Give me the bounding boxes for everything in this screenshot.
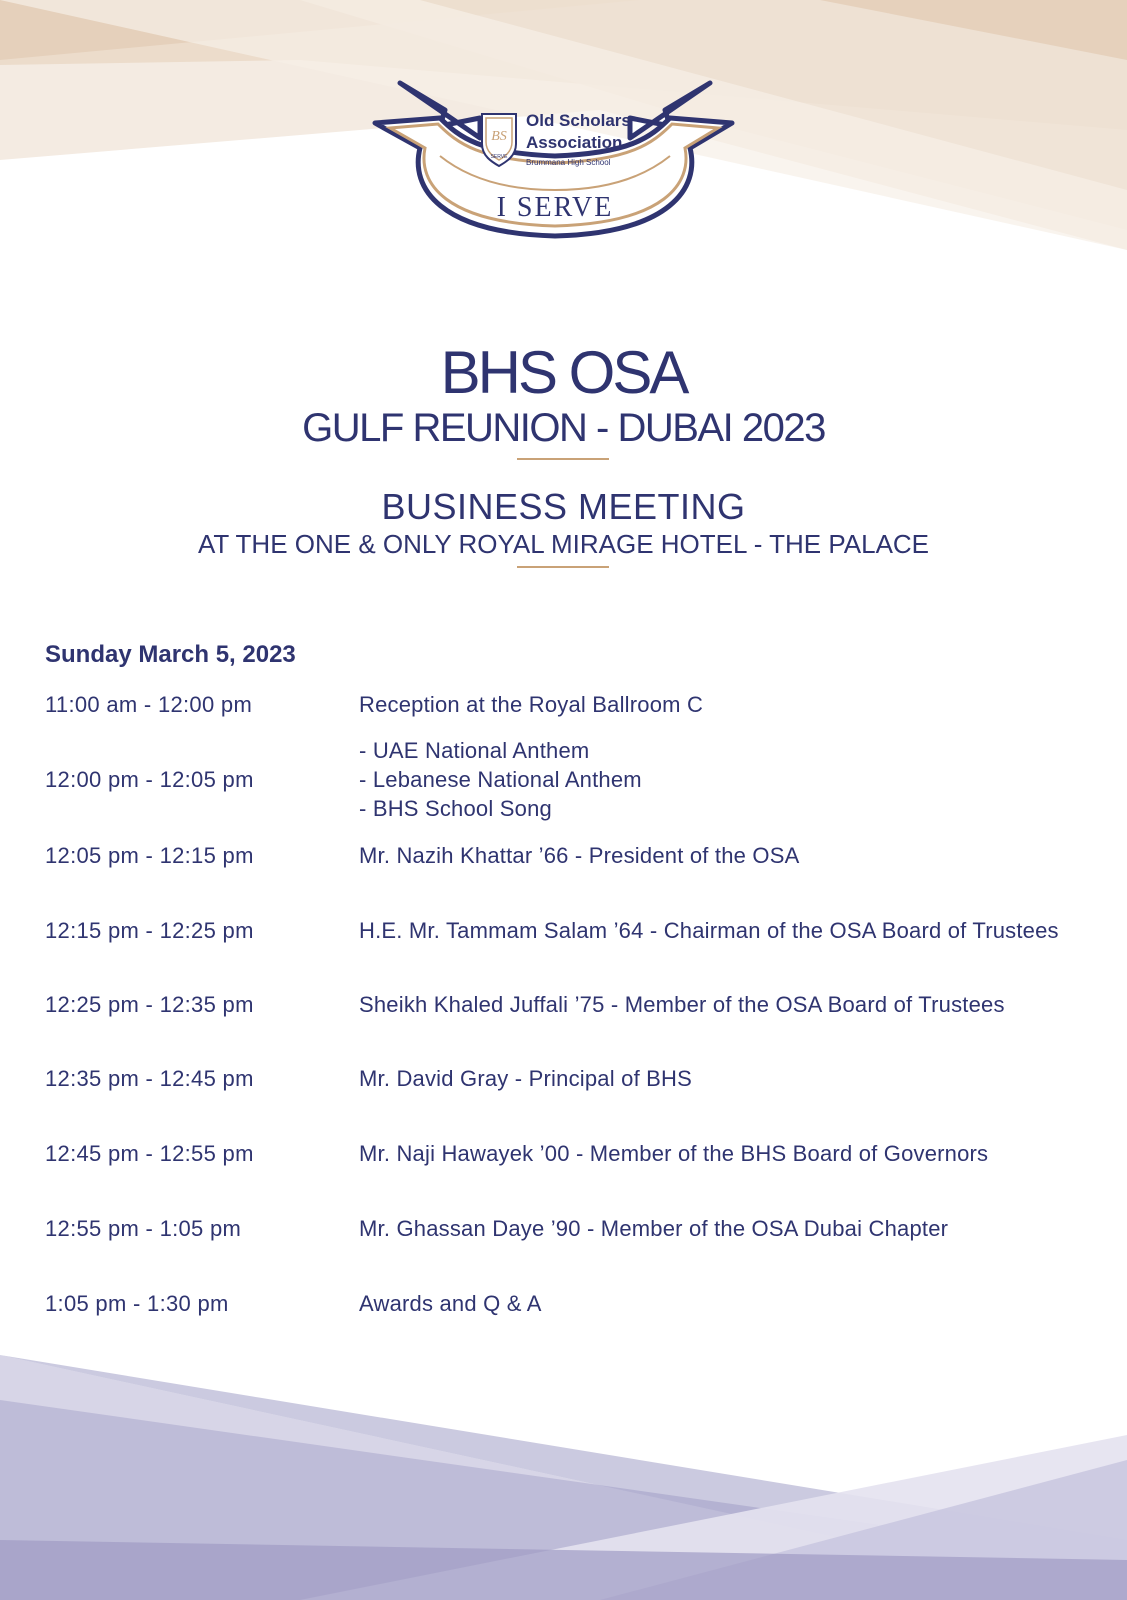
schedule-description [359, 1214, 1119, 1243]
page-subtitle: GULF REUNION - DUBAI 2023 [302, 406, 825, 450]
osa-logo [370, 78, 740, 248]
svg-text:SERVE: SERVE [490, 154, 508, 160]
schedule-description-line: Mr. Nazih Khattar ’66 - President of the OSA [359, 843, 800, 868]
divider-top [517, 458, 609, 460]
schedule-time: 12:55 pm - 1:05 pm [45, 1216, 242, 1241]
schedule-description-line: Mr. Naji Hawayek ’00 - Member of the BHS Board of Governors [359, 1141, 989, 1166]
schedule-description-line: Mr. Ghassan Daye ’90 - Member of the OSA Dubai Chapter [359, 1216, 949, 1241]
logo-banner-text: I SERVE [496, 192, 614, 223]
schedule-time: 12:15 pm - 12:25 pm [45, 918, 254, 943]
divider-bottom [517, 566, 609, 568]
schedule-description-line: Reception at the Royal Ballroom C [359, 692, 704, 717]
schedule-row [45, 736, 1105, 826]
schedule-description [359, 690, 1119, 719]
schedule-row [45, 1289, 1105, 1379]
schedule-time: 12:00 pm - 12:05 pm [45, 767, 254, 792]
schedule-date: Sunday March 5, 2023 [45, 641, 296, 668]
schedule-description-line: - BHS School Song [359, 796, 552, 821]
schedule-description-line: Sheikh Khaled Juffali ’75 - Member of the OSA Board of Trustees [359, 992, 1005, 1017]
meeting-venue: AT THE ONE & ONLY ROYAL MIRAGE HOTEL - THE PALACE [197, 529, 930, 559]
schedule-description [359, 841, 1119, 870]
schedule-description-line: Awards and Q & A [359, 1291, 542, 1316]
schedule-time: 12:45 pm - 12:55 pm [45, 1141, 254, 1166]
logo-line1: Old Scholars [526, 111, 631, 130]
schedule-time: 12:25 pm - 12:35 pm [45, 992, 254, 1017]
schedule-description [359, 990, 1119, 1019]
schedule-description-line: Mr. David Gray - Principal of BHS [359, 1066, 693, 1091]
schedule-description [359, 916, 1119, 945]
schedule-description [359, 1139, 1119, 1168]
shield-letters: BS [491, 129, 507, 144]
schedule-time: 11:00 am - 12:00 pm [45, 692, 253, 717]
page-title: BHS OSA [440, 339, 687, 406]
schedule-description-line: - Lebanese National Anthem [359, 767, 642, 792]
logo-line3: Brummana High School [526, 158, 611, 167]
logo-line2: Association [526, 133, 623, 152]
schedule-description-line: H.E. Mr. Tammam Salam ’64 - Chairman of the OSA Board of Trustees [359, 918, 1059, 943]
schedule-time: 1:05 pm - 1:30 pm [45, 1291, 229, 1316]
schedule-time: 12:05 pm - 12:15 pm [45, 843, 254, 868]
schedule-description [359, 736, 1119, 823]
meeting-title: BUSINESS MEETING [381, 486, 746, 527]
schedule-description [359, 1289, 1119, 1318]
schedule-description [359, 1064, 1119, 1093]
schedule-time: 12:35 pm - 12:45 pm [45, 1066, 254, 1091]
schedule-description-line: - UAE National Anthem [359, 738, 590, 763]
